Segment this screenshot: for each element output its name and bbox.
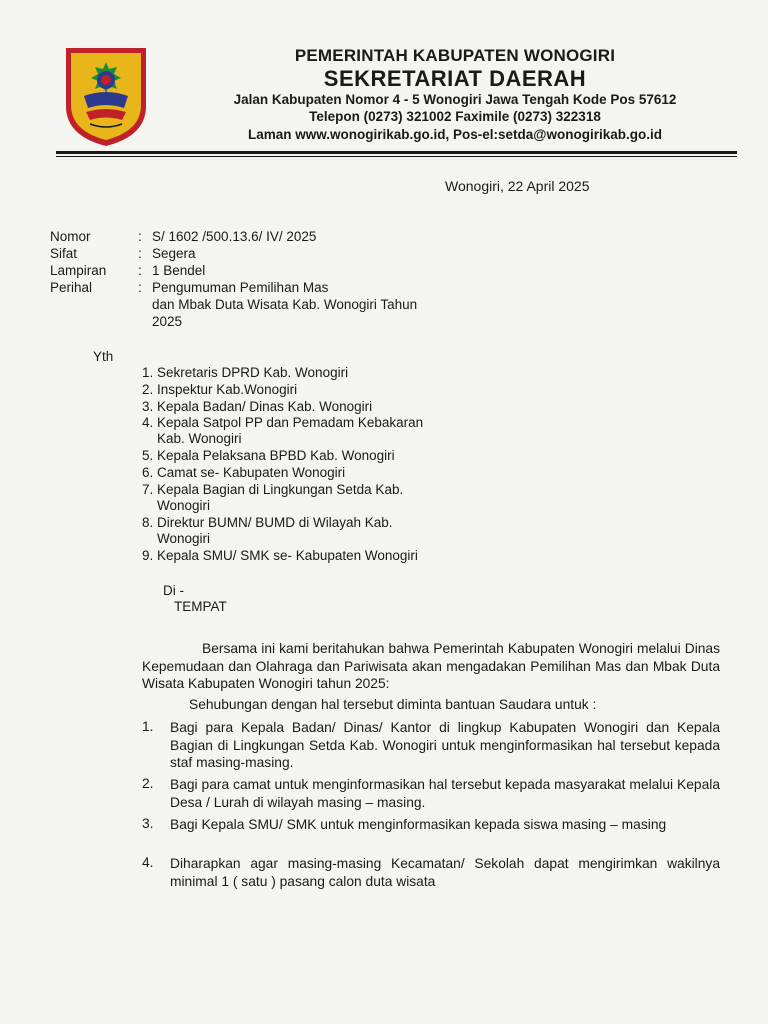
meta-value-lampiran: 1 Bendel: [152, 263, 206, 278]
item-number: 4.: [142, 855, 154, 870]
item-number: 2.: [142, 776, 154, 791]
body-item: Bagi para camat untuk menginformasikan hal tersebut kepada masyarakat melalui Kepala Desa / Lurah di wilayah masing – masing.: [170, 777, 720, 810]
header-address: Jalan Kabupaten Nomor 4 - 5 Wonogiri Jawa Tengah Kode Pos 57612: [233, 92, 677, 107]
header-web: Laman www.wonogirikab.go.id, Pos-el:setda@wonogirikab.go.id: [248, 127, 662, 142]
recipient-item: 1. Sekretaris DPRD Kab. Wonogiri: [142, 365, 349, 380]
header-phone: Telepon (0273) 321002 Faximile (0273) 322318: [309, 109, 601, 124]
meta-sep: :: [138, 246, 142, 261]
recipient-item-cont: Wonogiri: [157, 531, 211, 546]
recipient-item: 6. Camat se- Kabupaten Wonogiri: [142, 465, 346, 480]
recipient-item-cont: Kab. Wonogiri: [157, 431, 242, 446]
recipient-item: 4. Kepala Satpol PP dan Pemadam Kebakaran: [142, 415, 424, 430]
body-intro: Sehubungan dengan hal tersebut diminta bantuan Saudara untuk :: [189, 697, 597, 712]
meta-label-lampiran: Lampiran: [50, 263, 107, 278]
tempat-label: TEMPAT: [174, 599, 227, 614]
header-office: SEKRETARIAT DAERAH: [323, 66, 587, 91]
meta-sep: :: [138, 280, 142, 295]
item-number: 1.: [142, 719, 154, 734]
item-number: 3.: [142, 816, 154, 831]
recipient-item: 2. Inspektur Kab.Wonogiri: [142, 382, 298, 397]
meta-sep: :: [138, 263, 142, 278]
recipient-item: 5. Kepala Pelaksana BPBD Kab. Wonogiri: [142, 448, 395, 463]
header-rule-thick: [56, 151, 737, 154]
meta-perihal-line3: 2025: [152, 314, 183, 329]
di-label: Di -: [163, 583, 184, 598]
body-item: Diharapkan agar masing-masing Kecamatan/ Sekolah dapat mengirimkan wakilnya minimal 1 ( satu ) pasang calon duta wisata: [170, 856, 720, 889]
meta-value-nomor: S/ 1602 /500.13.6/ IV/ 2025: [152, 229, 317, 244]
header-rule-thin: [56, 156, 737, 157]
recipient-item: 8. Direktur BUMN/ BUMD di Wilayah Kab.: [142, 515, 393, 530]
meta-label-perihal: Perihal: [50, 280, 93, 295]
meta-label-sifat: Sifat: [50, 246, 78, 261]
body-paragraph: Bersama ini kami beritahukan bahwa Pemerintah Kabupaten Wonogiri melalui Dinas Kepemudaan dan Olahraga dan Pariwisata akan mengadakan Pemilihan Mas dan Mbak Duta Wisata Kabupaten Wonogiri tahun 2025:: [142, 641, 720, 691]
meta-value-perihal: Pengumuman Pemilihan Mas: [152, 280, 329, 295]
wonogiri-emblem-icon: [62, 44, 150, 148]
recipient-item: 9. Kepala SMU/ SMK se- Kabupaten Wonogiri: [142, 548, 418, 563]
body-item: Bagi Kepala SMU/ SMK untuk menginformasikan kepada siswa masing – masing: [170, 817, 667, 832]
recipient-item: 7. Kepala Bagian di Lingkungan Setda Kab.: [142, 482, 404, 497]
yth-label: Yth: [93, 349, 114, 364]
meta-value-sifat: Segera: [152, 246, 196, 261]
header-government: PEMERINTAH KABUPATEN WONOGIRI: [294, 46, 616, 65]
body-item: Bagi para Kepala Badan/ Dinas/ Kantor di lingkup Kabupaten Wonogiri dan Kepala Bagian di Lingkungan Setda Kab. Wonogiri untuk menginformasikan hal tersebut kepada staf masing-masing.: [170, 720, 720, 770]
recipient-item-cont: Wonogiri: [157, 498, 211, 513]
letter-date: Wonogiri, 22 April 2025: [445, 178, 590, 194]
meta-perihal-line2: dan Mbak Duta Wisata Kab. Wonogiri Tahun: [152, 297, 418, 312]
meta-sep: :: [138, 229, 142, 244]
recipient-item: 3. Kepala Badan/ Dinas Kab. Wonogiri: [142, 399, 373, 414]
meta-label-nomor: Nomor: [50, 229, 91, 244]
